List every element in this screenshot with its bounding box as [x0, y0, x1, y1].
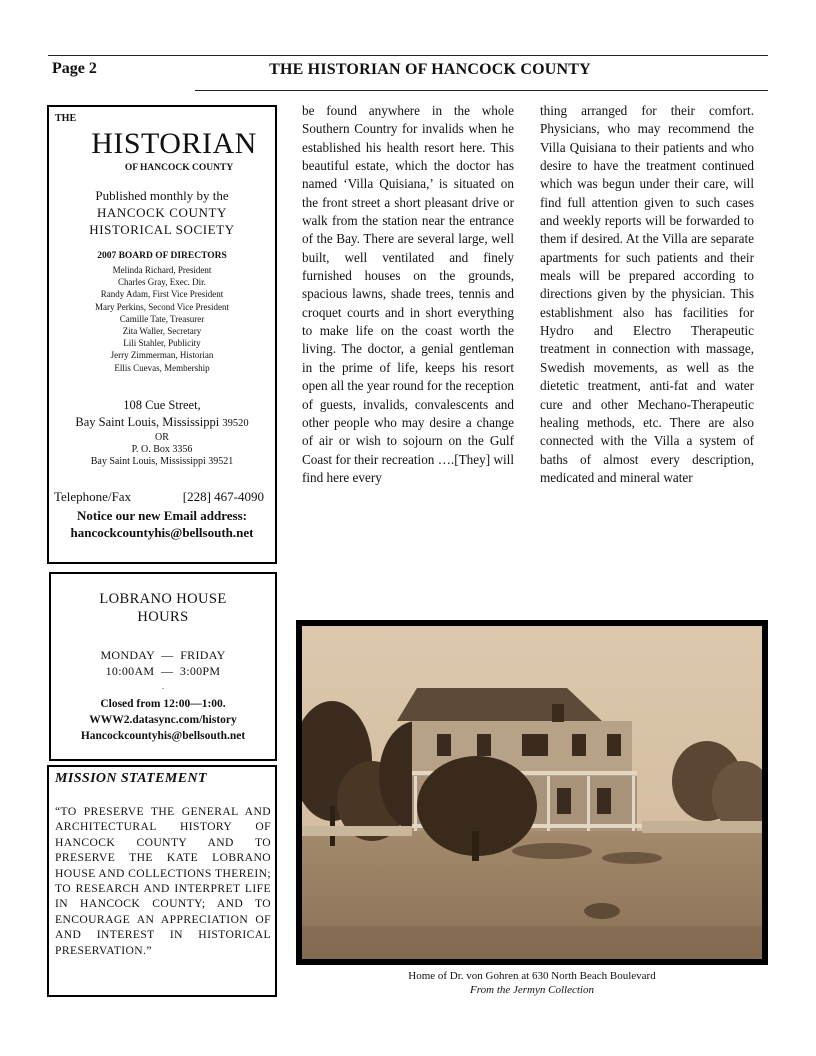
- board-member: Randy Adam, First Vice President: [100, 289, 224, 300]
- address-city: Bay Saint Louis, Mississippi: [75, 415, 220, 429]
- board-title: 2007 BOARD OF DIRECTORS: [97, 251, 227, 261]
- hours-closed-block: [51, 696, 275, 744]
- org-line-1: HANCOCK COUNTY: [96, 205, 228, 220]
- header-rule-top: [48, 55, 768, 56]
- masthead-subtitle: OF HANCOCK COUNTY: [124, 163, 234, 173]
- article-column-2: thing arranged for their comfort. Physicians, who may recommend the Villa Quisiana to their patients and who desire to have the treatment continued which was begun under their care, will find full attention given to such cases and weekly reports will be forwarded to them if desired. At the Villa are separate apartments for such patients and their meals will be prepared according to directions given by the physician. This establishment also has facilities for Hydro and Electro Therapeutic treatment in connection with massage, Swedish movements, as well as the dietetic treatment, anti-fat and water cure and other Mechano-Therapeutic healing methods, etc. There are also connected with the Villa a system of baths of almost every description, medicated and mineral water: [540, 103, 754, 485]
- email-address: hancockcountyhis@bellsouth.net: [70, 525, 254, 540]
- hours-closed: Closed from 12:00—1:00.: [100, 698, 226, 710]
- hours-days: MONDAY — FRIDAY: [100, 648, 226, 662]
- address-or: OR: [155, 432, 169, 443]
- street-address: [49, 397, 275, 432]
- board-member: Lili Stahler, Publicity: [123, 338, 201, 349]
- photo-caption: [296, 969, 768, 997]
- masthead-title: HISTORIAN: [91, 127, 257, 160]
- mission-text: “TO PRESERVE THE GENERAL AND ARCHITECTURAL HISTORY OF HANCOCK COUNTY AND TO PRESERVE THE KATE LOBRANO HOUSE AND COLLECTIONS THEREIN; TO RESEARCH AND INTERPRET LIFE IN HANCOCK COUNTY; AND TO ENCOURAGE AN APPRECIATION OF AND INTEREST IN HISTORICAL PRESERVATION.”: [55, 805, 271, 957]
- address-street: 108 Cue Street,: [123, 398, 201, 412]
- hours-time: 10:00AM — 3:00PM: [105, 664, 221, 678]
- phone-line: [54, 489, 264, 505]
- po-city: Bay Saint Louis, Mississippi 39521: [90, 456, 234, 467]
- address-city-line: [49, 414, 275, 432]
- email-notice: [49, 507, 275, 541]
- po-box: P. O. Box 3356: [131, 444, 193, 455]
- board-member: Camille Tate, Treasurer: [119, 313, 205, 324]
- board-member: Zita Waller, Secretary: [122, 326, 202, 337]
- published-by: Published monthly by the: [95, 188, 229, 203]
- address-zip: 39520: [222, 418, 249, 429]
- mission-box: [47, 765, 277, 997]
- page-number: Page 2: [52, 60, 97, 77]
- publisher-block: [49, 187, 275, 238]
- mission-title: MISSION STATEMENT: [55, 771, 207, 786]
- hours-dot: .: [162, 682, 164, 691]
- running-title: THE HISTORIAN OF HANCOCK COUNTY: [269, 61, 591, 78]
- hours-title-line-1: LOBRANO HOUSE: [99, 591, 227, 607]
- board-member: Jerry Zimmerman, Historian: [110, 350, 214, 361]
- po-address: [49, 432, 275, 468]
- board-member: Mary Perkins, Second Vice President: [94, 301, 230, 312]
- masthead-box: [47, 105, 277, 564]
- house-photo: [302, 626, 762, 959]
- hours-title-line-2: HOURS: [137, 609, 189, 625]
- board-member: Ellis Cuevas, Membership: [114, 362, 210, 373]
- phone-number: [228] 467-4090: [182, 489, 264, 504]
- header-rule-bottom: [195, 90, 768, 91]
- hours-email-link[interactable]: Hancockcountyhis@bellsouth.net: [80, 730, 246, 742]
- caption-text: Home of Dr. von Gohren at 630 North Beach Boulevard: [408, 970, 656, 982]
- photo-frame: [296, 620, 768, 965]
- website-link[interactable]: WWW2.datasync.com/history: [89, 714, 237, 726]
- masthead-the: THE: [55, 113, 77, 124]
- hours-schedule: [51, 647, 275, 679]
- hours-box: [49, 572, 277, 761]
- article-column-1: be found anywhere in the whole Southern Country for invalids when he established his health resort here. This beautiful estate, which the doctor has named ‘Villa Quisiana,’ is situated on the front street a short pleasant drive or walk from the station near the entrance of the Bay. There are several large, well built, well ventilated and finely furnished houses on the grounds, spacious lawns, shade trees, tennis and croquet courts and in short everything to make life on the coast worth the living. The doctor, a genial gentleman in the prime of life, keeps his resort open all the year round for the reception of guests, invalids, convalescents and other people who may desire a change of air or wish to sojourn on the Gulf Coast for their recreation ….[They] will find here every: [302, 103, 515, 485]
- hours-title: [51, 590, 275, 626]
- photo-credit: From the Jermyn Collection: [470, 984, 594, 996]
- org-line-2: HISTORICAL SOCIETY: [89, 222, 235, 237]
- notice-text: Notice our new Email address:: [77, 508, 247, 523]
- board-member: Charles Gray, Exec. Dir.: [118, 277, 206, 288]
- phone-label: Telephone/Fax: [54, 489, 132, 504]
- board-list: [49, 264, 275, 374]
- board-member: Melinda Richard, President: [112, 265, 212, 275]
